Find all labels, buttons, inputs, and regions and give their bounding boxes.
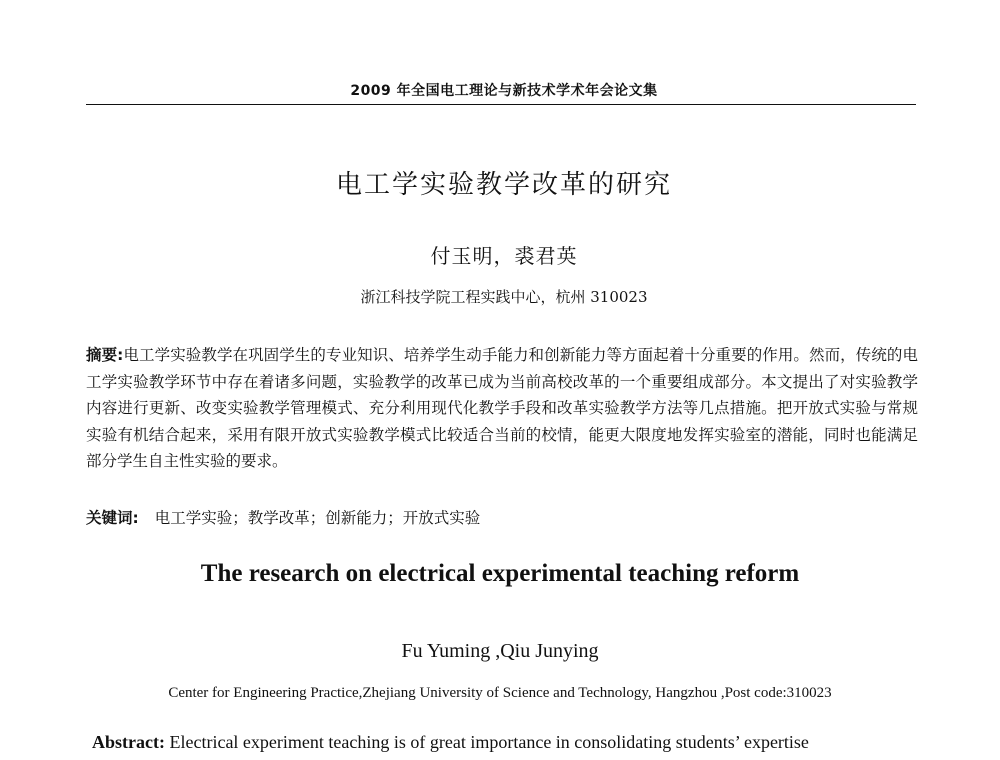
english-abstract-label: Abstract: xyxy=(92,732,165,752)
chinese-abstract-label: 摘要: xyxy=(86,346,124,364)
chinese-keywords xyxy=(86,506,918,528)
header-rule xyxy=(86,104,916,105)
chinese-keywords-text: 电工学实验；教学改革；创新能力；开放式实验 xyxy=(154,509,481,527)
running-header: 2009 年全国电工理论与新技术学术年会论文集 xyxy=(350,83,658,99)
chinese-affiliation: 浙江科技学院工程实践中心，杭州 310023 xyxy=(360,288,648,306)
chinese-keywords-label: 关键词: xyxy=(86,509,139,527)
english-authors: Fu Yuming ,Qiu Junying xyxy=(401,640,599,662)
english-title: The research on electrical experimental teaching reform xyxy=(200,560,800,587)
chinese-title: 电工学实验教学改革的研究 xyxy=(335,170,672,200)
chinese-authors: 付玉明，裘君英 xyxy=(430,244,578,268)
english-abstract xyxy=(92,732,922,753)
english-abstract-text: Electrical experiment teaching is of great importance in consolidating students’ expertise xyxy=(169,732,809,752)
chinese-abstract-text: 电工学实验教学在巩固学生的专业知识、培养学生动手能力和创新能力等方面起着十分重要的作用。然而，传统的电工学实验教学环节中存在着诸多问题，实验教学的改革已成为当前高校改革的一个重要组成部分。本文提出了对实验教学内容进行更新、改变实验教学管理模式、充分利用现代化教学手段和改革实验教学方法等几点措施。把开放式实验与常规实验有机结合起来，采用有限开放式实验教学模式比较适合当前的校情，能更大限度地发挥实验室的潜能，同时也能满足部分学生自主性实验的要求。 xyxy=(86,346,918,470)
chinese-abstract xyxy=(86,342,918,475)
english-affiliation: Center for Engineering Practice,Zhejiang University of Science and Technology, Hangzhou ,Post code:310023 xyxy=(168,685,832,701)
